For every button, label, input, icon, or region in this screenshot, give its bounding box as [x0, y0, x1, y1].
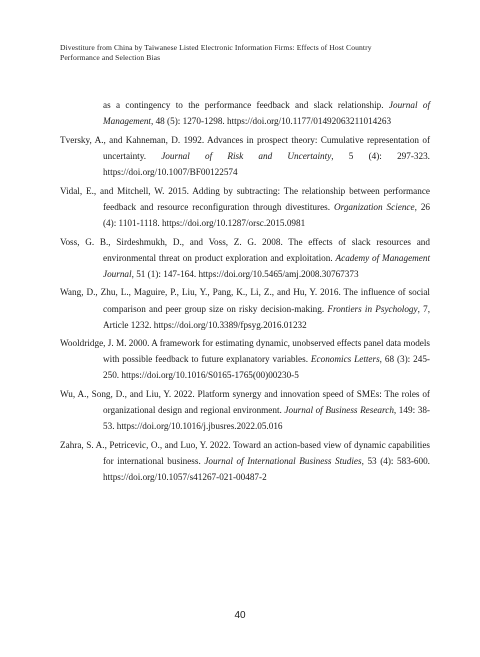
reference-text: Tversky, A., and Kahneman, D. 1992. Advances in prospect theory: Cumulative representation of uncertainty.: [60, 134, 430, 161]
reference-text: Wu, A., Song, D., and Liu, Y. 2022. Platform synergy and innovation speed of SMEs: The roles of organizational design and regional environment.: [60, 389, 430, 416]
reference-entry: [60, 97, 430, 129]
reference-entry: [60, 437, 430, 485]
running-header-line-1: Divestiture from China by Taiwanese Listed Electronic Information Firms: Effects of Host Country: [60, 43, 372, 52]
reference-details: , 7, Article 1232. https://doi.org/10.3389/fpsyg.2016.01232: [103, 303, 430, 330]
reference-text: Voss, G. B., Sirdeshmukh, D., and Voss, Z. G. 2008. The effects of slack resources and environmental threat on product exploration and exploitation.: [60, 236, 430, 263]
reference-details: , 53 (4): 583-600. https://doi.org/10.1057/s41267-021-00487-2: [103, 456, 430, 483]
running-header: [60, 43, 430, 63]
reference-text: Wang, D., Zhu, L., Maguire, P., Liu, Y., Pang, K., Li, Z., and Hu, Y. 2016. The influence of social comparison and peer group size on risky decision-making.: [60, 287, 430, 314]
reference-details: , 149: 38-53. https://doi.org/10.1016/j.jbusres.2022.05.016: [103, 405, 430, 432]
reference-text: as a contingency to the performance feedback and slack relationship.: [103, 100, 389, 110]
reference-source: Economics Letters: [310, 354, 380, 365]
reference-details: , 26 (4): 1101-1118. https://doi.org/10.1287/orsc.2015.0981: [103, 201, 431, 228]
reference-source: Journal of Risk and Uncertainty: [161, 150, 332, 161]
reference-details: , 68 (3): 245-250. https://doi.org/10.1016/S0165-1765(00)00230-5: [103, 354, 430, 381]
reference-text: Zahra, S. A., Petricevic, O., and Luo, Y. 2022. Toward an action-based view of dynamic capabilities for international business.: [60, 440, 430, 467]
reference-details: , 51 (1): 147-164. https://doi.org/10.5465/amj.2008.30767373: [131, 268, 359, 279]
page-number: 40: [234, 610, 246, 621]
reference-details: , 48 (5): 1270-1298. https://doi.org/10.1177/01492063211014263: [150, 116, 392, 127]
reference-text: Wooldridge, J. M. 2000. A framework for estimating dynamic, unobserved effects panel data models with possible feedback to future explanatory variables.: [60, 338, 430, 365]
reference-source: Journal of Management: [103, 100, 431, 127]
reference-entry: [60, 234, 430, 282]
reference-source: Journal of Business Research: [284, 405, 394, 416]
reference-entry: [60, 132, 430, 180]
reference-source: Academy of Management Journal: [103, 252, 431, 279]
reference-entry: [60, 183, 430, 231]
reference-entry: [60, 284, 430, 332]
reference-source: Journal of International Business Studies: [204, 456, 362, 467]
reference-list: [60, 97, 430, 488]
reference-text: Vidal, E., and Mitchell, W. 2015. Adding by subtracting: The relationship between performance feedback and resource reconfiguration through divestitures.: [60, 185, 430, 212]
reference-entry: [60, 335, 430, 383]
reference-source: Frontiers in Psychology: [327, 303, 418, 314]
reference-details: , 5 (4): 297-323. https://doi.org/10.1007/BF00122574: [103, 150, 430, 177]
running-header-line-2: Performance and Selection Bias: [60, 53, 161, 62]
reference-source: Organization Science: [333, 201, 415, 212]
reference-entry: [60, 386, 430, 434]
